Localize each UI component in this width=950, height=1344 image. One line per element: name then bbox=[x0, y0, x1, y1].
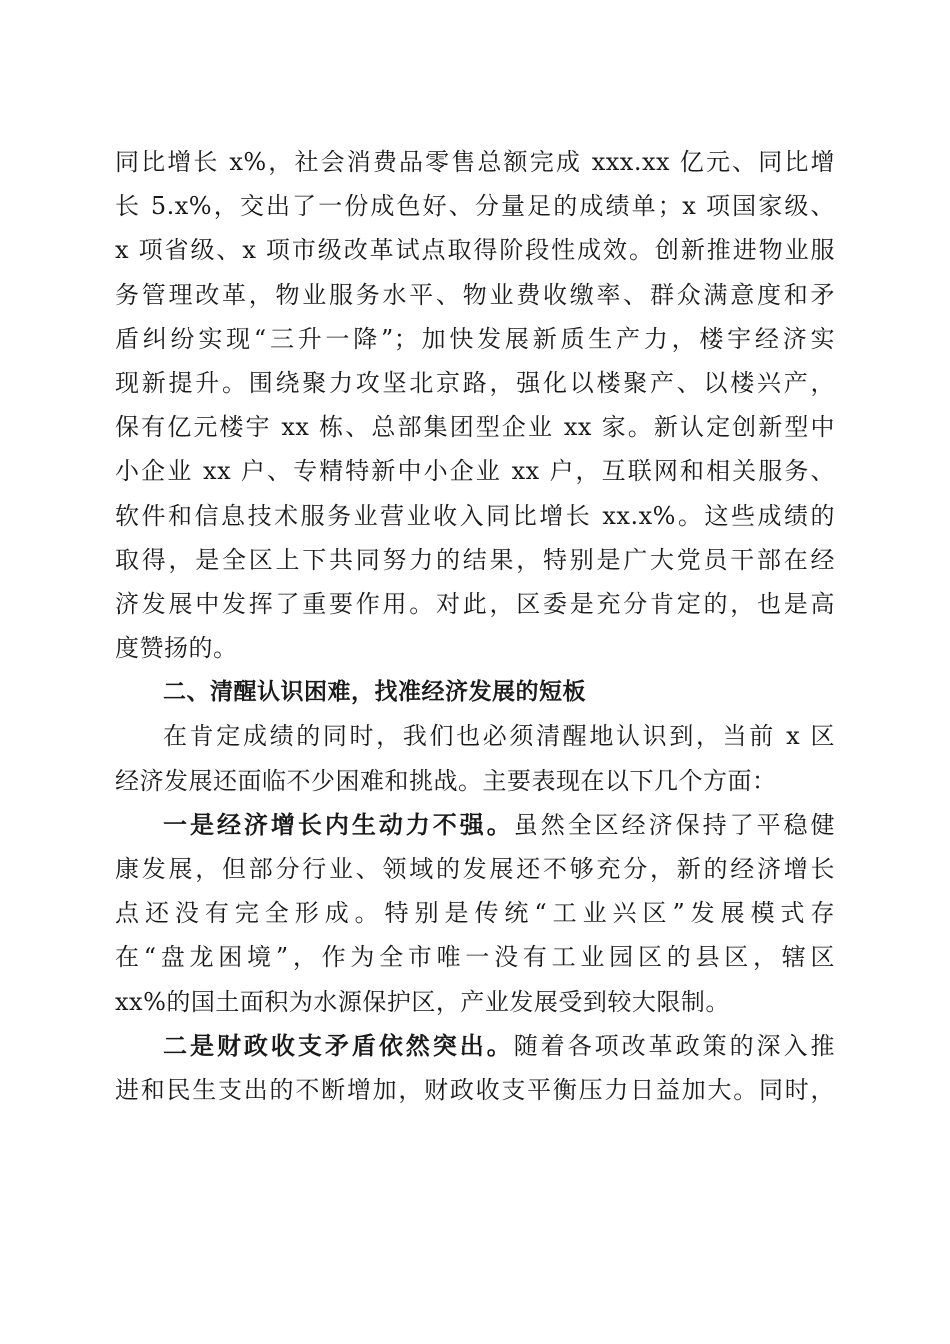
text-line: 点还没有完全形成。特别是传统“工业兴区”发展模式存 bbox=[115, 899, 835, 928]
text-line: x 项省级、x 项市级改革试点取得阶段性成效。创新推进物业服 bbox=[115, 236, 835, 265]
text-line: 盾纠纷实现“三升一降”；加快发展新质生产力，楼宇经济实 bbox=[115, 324, 835, 353]
text-line: xx%的国土面积为水源保护区，产业发展受到较大限制。 bbox=[115, 987, 730, 1016]
text-line: 经济发展还面临不少困难和挑战。主要表现在以下几个方面： bbox=[115, 766, 777, 795]
achievements-paragraph bbox=[115, 140, 835, 670]
paragraph-lead: 二是财政收支矛盾依然突出。 bbox=[163, 1030, 514, 1060]
line-text: 虽然全区经济保持了平稳健 bbox=[513, 810, 836, 839]
text-line: 进和民生支出的不断增加，财政收支平衡压力日益加大。同时， bbox=[115, 1075, 835, 1104]
text-line: 软件和信息技术服务业营业收入同比增长 xx.x%。这些成绩的 bbox=[115, 501, 835, 530]
text-line: 同比增长 x%，社会消费品零售总额完成 xxx.xx 亿元、同比增 bbox=[115, 148, 835, 176]
challenge-one-paragraph bbox=[115, 803, 835, 1024]
text-line: 在“盘龙困境”，作为全市唯一没有工业园区的县区，辖区 bbox=[115, 943, 835, 972]
section-heading: 二、清醒认识困难，找准经济发展的短板 bbox=[163, 679, 586, 706]
paragraph-lead: 一是经济增长内生动力不强。 bbox=[163, 809, 514, 839]
text-line: 小企业 xx 户、专精特新中小企业 xx 户，互联网和相关服务、 bbox=[115, 457, 835, 486]
text-line bbox=[115, 803, 835, 847]
text-line: 济发展中发挥了重要作用。对此，区委是充分肯定的，也是高 bbox=[115, 589, 835, 618]
text-line: 取得，是全区上下共同努力的结果，特别是广大党员干部在经 bbox=[115, 545, 835, 574]
text-line: 务管理改革，物业服务水平、物业费收缴率、群众满意度和矛 bbox=[115, 280, 835, 309]
text-line: 现新提升。围绕聚力攻坚北京路，强化以楼聚产、以楼兴产， bbox=[115, 368, 835, 397]
text-line: 康发展，但部分行业、领域的发展还不够充分，新的经济增长 bbox=[115, 855, 835, 883]
document-page bbox=[115, 140, 835, 1112]
text-line: 在肯定成绩的同时，我们也必须清醒地认识到，当前 x 区 bbox=[163, 722, 835, 751]
text-line: 长 5.x%，交出了一份成色好、分量足的成绩单；x 项国家级、 bbox=[115, 192, 835, 221]
challenge-two-paragraph bbox=[115, 1024, 835, 1112]
text-line: 度赞扬的。 bbox=[115, 634, 238, 663]
challenges-intro-paragraph bbox=[115, 714, 835, 802]
text-line: 保有亿元楼宇 xx 栋、总部集团型企业 xx 家。新认定创新型中 bbox=[115, 413, 835, 442]
text-line bbox=[115, 1024, 835, 1068]
line-text: 随着各项改革政策的深入推 bbox=[513, 1031, 836, 1060]
